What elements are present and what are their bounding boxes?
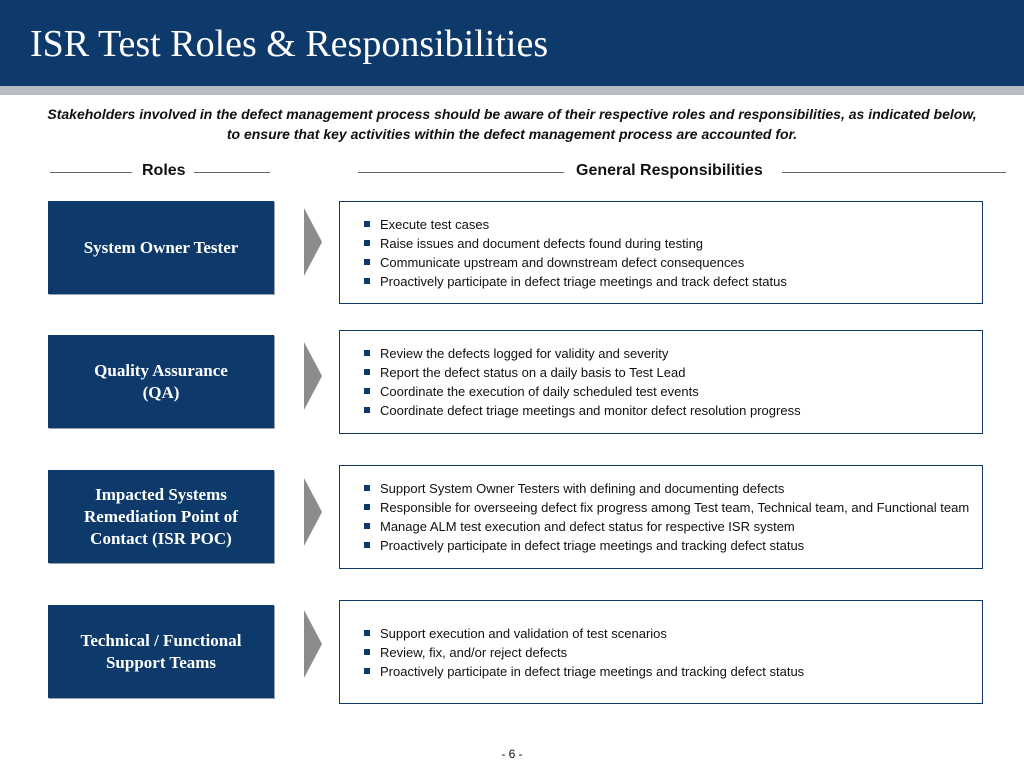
responsibility-item: Execute test cases xyxy=(362,215,787,234)
page-title: ISR Test Roles & Responsibilities xyxy=(30,23,549,65)
responsibility-list xyxy=(340,479,969,555)
role-label: Technical / Functional Support Teams xyxy=(80,630,242,672)
arrow-right-icon xyxy=(304,208,322,276)
responsibility-item: Support execution and validation of test scenarios xyxy=(362,624,804,643)
roles-header-label: Roles xyxy=(142,162,186,179)
header-rule-right xyxy=(782,172,1006,173)
responsibility-item: Coordinate the execution of daily scheduled test events xyxy=(362,382,801,401)
role-label: System Owner Tester xyxy=(83,237,239,257)
intro-text: Stakeholders involved in the defect management process should be aware of their respective roles and responsibilities, as indicated below, to ensure that key activities within the defect management process are accounted for. xyxy=(47,106,977,142)
responsibilities-column-header xyxy=(358,161,1008,183)
title-divider xyxy=(0,86,1024,95)
header-rule-left xyxy=(50,172,132,173)
roles-column-header xyxy=(48,161,272,183)
responsibilities-header-label: General Responsibilities xyxy=(576,162,763,179)
arrow-right-icon xyxy=(304,478,322,546)
page-number: - 6 - xyxy=(501,747,523,761)
responsibility-item: Review the defects logged for validity and severity xyxy=(362,344,801,363)
responsibility-item: Proactively participate in defect triage meetings and tracking defect status xyxy=(362,662,804,681)
responsibility-list xyxy=(340,215,787,291)
header-rule-left xyxy=(358,172,564,173)
responsibilities-box xyxy=(339,465,983,569)
role-label: Impacted Systems Remediation Point of Contact (ISR POC) xyxy=(84,484,238,548)
role-label: Quality Assurance (QA) xyxy=(94,360,228,402)
header-rule-right xyxy=(194,172,270,173)
responsibilities-box xyxy=(339,330,983,434)
responsibility-item: Review, fix, and/or reject defects xyxy=(362,643,804,662)
responsibility-item: Raise issues and document defects found during testing xyxy=(362,234,787,253)
arrow-right-icon xyxy=(304,342,322,410)
role-box-system-owner-tester xyxy=(48,201,274,294)
responsibilities-box xyxy=(339,201,983,304)
responsibility-item: Report the defect status on a daily basis to Test Lead xyxy=(362,363,801,382)
role-box-technical-functional-support xyxy=(48,605,274,698)
responsibilities-box xyxy=(339,600,983,704)
role-box-quality-assurance xyxy=(48,335,274,428)
responsibility-item: Support System Owner Testers with defining and documenting defects xyxy=(362,479,969,498)
role-box-isr-poc xyxy=(48,470,274,563)
arrow-right-icon xyxy=(304,610,322,678)
responsibility-item: Responsible for overseeing defect fix progress among Test team, Technical team, and Functional team xyxy=(362,498,969,517)
responsibility-item: Communicate upstream and downstream defect consequences xyxy=(362,253,787,272)
responsibility-list xyxy=(340,624,804,681)
responsibility-item: Proactively participate in defect triage meetings and track defect status xyxy=(362,272,787,291)
responsibility-item: Coordinate defect triage meetings and monitor defect resolution progress xyxy=(362,401,801,420)
responsibility-list xyxy=(340,344,801,420)
responsibility-item: Manage ALM test execution and defect status for respective ISR system xyxy=(362,517,969,536)
responsibility-item: Proactively participate in defect triage meetings and tracking defect status xyxy=(362,536,969,555)
title-bar xyxy=(0,0,1024,86)
